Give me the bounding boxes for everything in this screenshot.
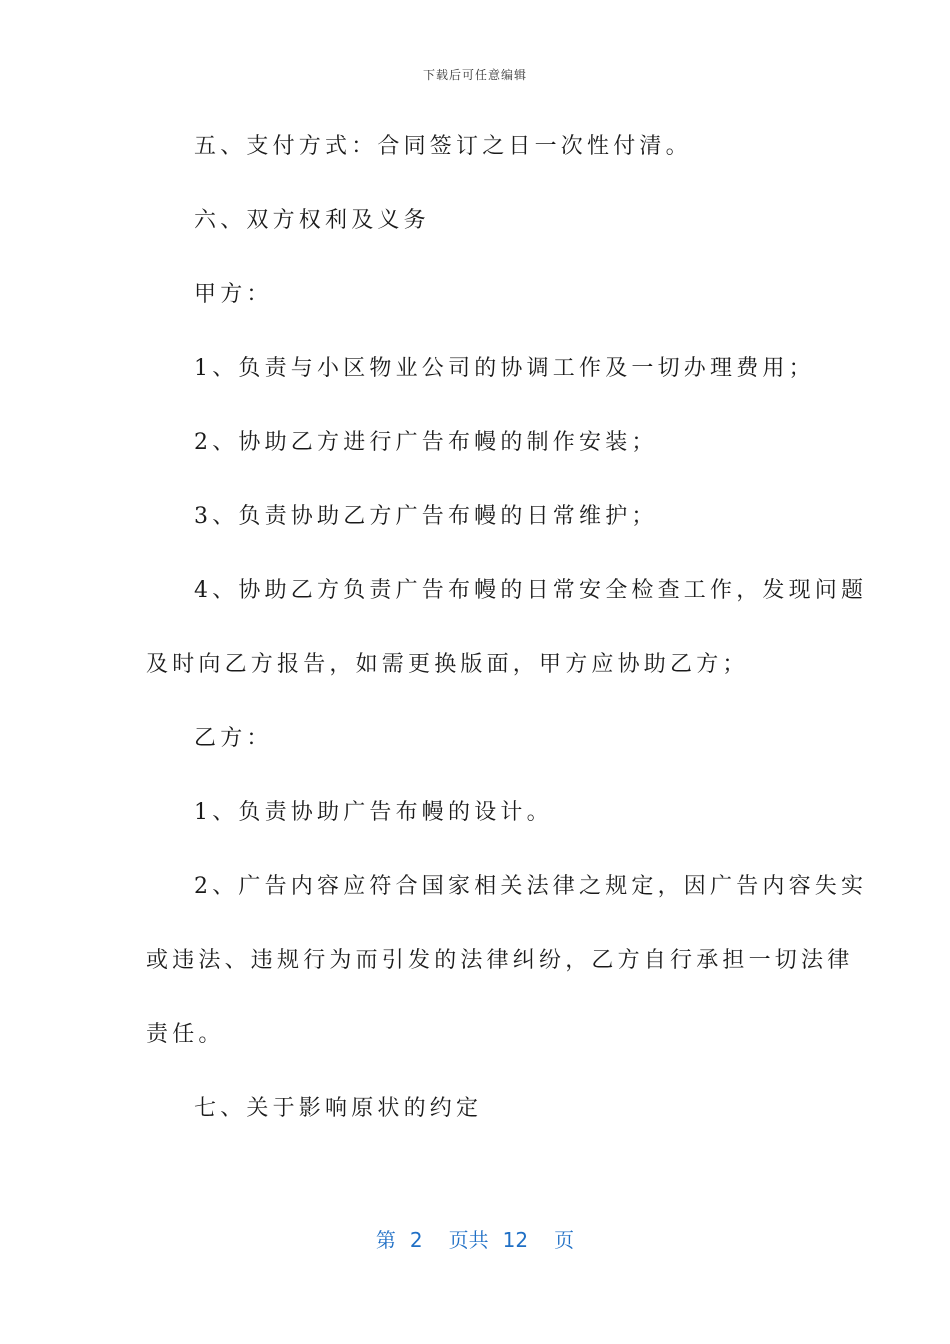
page-footer	[0, 1224, 950, 1253]
paragraph-party-a-item-1: 1、负责与小区物业公司的协调工作及一切办理费用；	[194, 356, 815, 381]
footer-prefix: 第	[375, 1228, 396, 1252]
footer-suffix: 页	[554, 1228, 575, 1252]
page-header: 下载后可任意编辑	[422, 68, 527, 82]
paragraph-party-b-item-2-end: 责任。	[146, 1022, 225, 1047]
paragraph-party-b-label: 乙方：	[194, 726, 273, 751]
paragraph-party-b-item-2-cont: 或违法、违规行为而引发的法律纠纷，乙方自行承担一切法律	[146, 948, 854, 973]
paragraph-party-a-item-2: 2、协助乙方进行广告布幔的制作安装；	[194, 430, 658, 455]
footer-middle: 页共	[448, 1228, 489, 1252]
paragraph-party-b-item-2: 2、广告内容应符合国家相关法律之规定，因广告内容失实	[194, 874, 868, 899]
paragraph-original-state-heading: 七、关于影响原状的约定	[194, 1096, 483, 1121]
paragraph-rights-obligations-heading: 六、双方权利及义务	[194, 208, 430, 233]
paragraph-party-a-item-3: 3、负责协助乙方广告布幔的日常维护；	[194, 504, 658, 529]
document-body	[146, 128, 868, 1164]
footer-total-pages: 12	[502, 1228, 529, 1252]
paragraph-party-a-item-4: 4、协助乙方负责广告布幔的日常安全检查工作，发现问题	[194, 578, 868, 603]
paragraph-party-a-item-4-cont: 及时向乙方报告，如需更换版面，甲方应协助乙方；	[146, 652, 749, 677]
paragraph-payment-method: 五、支付方式：合同签订之日一次性付清。	[194, 134, 692, 159]
paragraph-party-b-item-1: 1、负责协助广告布幔的设计。	[194, 800, 553, 825]
paragraph-party-a-label: 甲方：	[194, 282, 273, 307]
footer-current-page: 2	[409, 1228, 423, 1252]
